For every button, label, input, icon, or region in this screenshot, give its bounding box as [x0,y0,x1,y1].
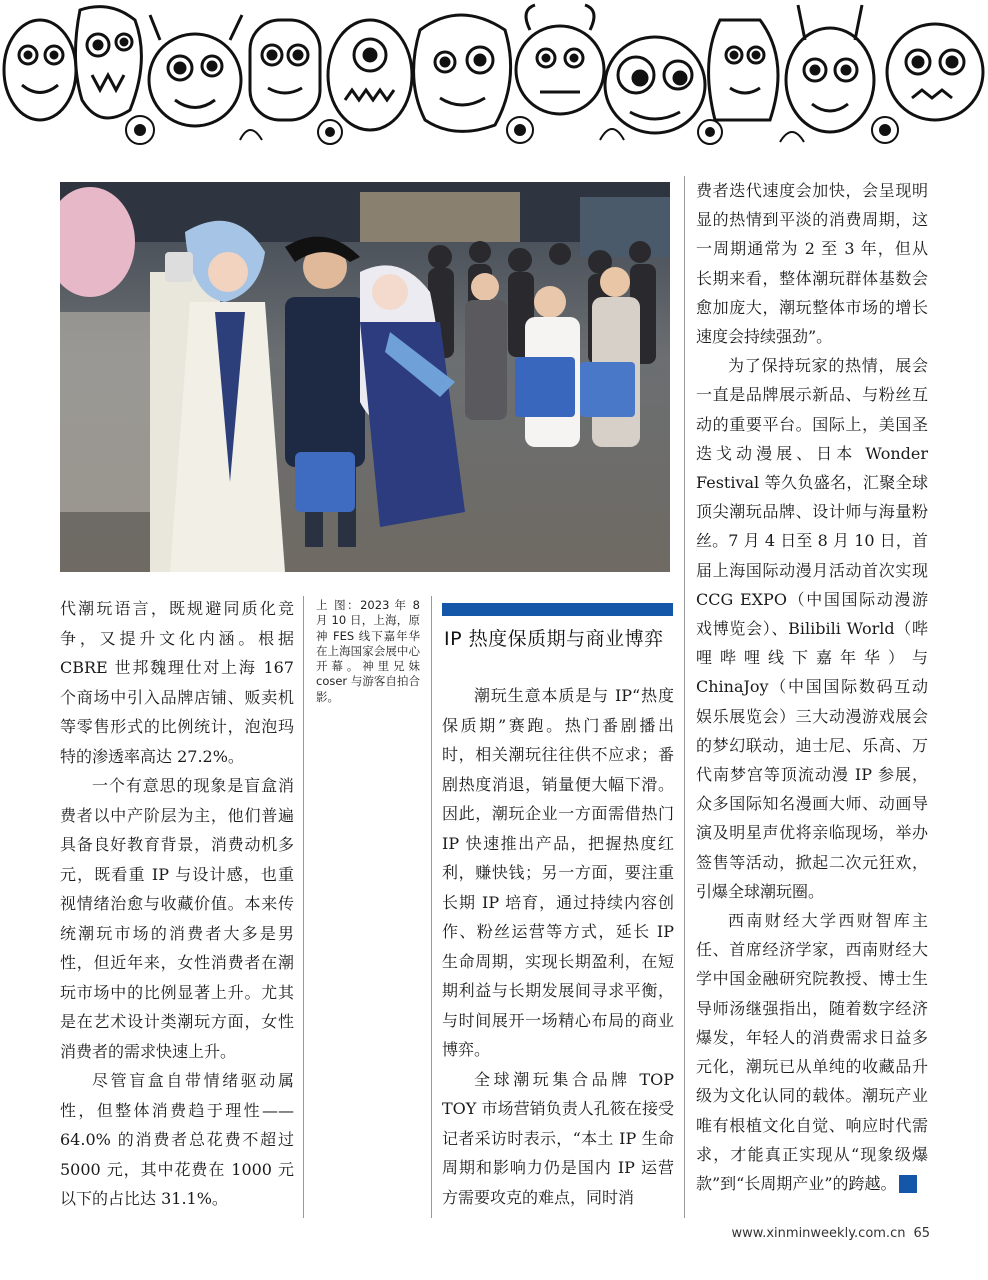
monster-10 [786,5,874,132]
monster-8 [605,37,705,133]
event-photo [60,182,670,572]
monster-6 [414,15,511,131]
article-column-3 [696,176,943,1198]
column-divider [303,596,304,1218]
monster-7 [516,5,604,114]
monster-3 [149,15,242,126]
article-column-2 [442,681,674,1212]
monster-4 [250,20,320,120]
paragraph: 代潮玩语言，既规避同质化竞争，又提升文化内涵。根据 CBRE 世邦魏理仕对上海 167 个商场中引入品牌店铺、贩卖机等零售形式的比例统计，泡泡玛特的渗透率高达 27.2%。 [60,599,294,766]
article-column-1 [60,594,294,1214]
column-divider [684,176,685,1218]
page-number: 65 [913,1226,930,1241]
section-heading: IP 热度保质期与商业博弈 [444,628,664,650]
monster-5 [328,20,412,130]
paragraph: 全球潮玩集合品牌 TOP TOY 市场营销负责人孔筱在接受记者采访时表示，“本土 IP 生命周期和影响力仍是国内 IP 运营方需要攻克的难点，同时消 [442,1069,674,1207]
photo-caption: 上 图：2023 年 8 月 10 日，上海，原神 FES 线下嘉年华在上海国家会展中心开幕。神里兄妹 coser 与游客自拍合影。 [316,598,420,704]
paragraph: 为了保持玩家的热情，展会一直是品牌展示新品、与粉丝互动的重要平台。国际上，美国圣迭戈动漫展、日本 Wonder Festival 等久负盛名，汇聚全球顶尖潮玩品牌、设计师与海量粉丝。7 月 4 日至 8 月 10 日，首届上海国际动漫月活动首次实现 CCG EXPO（中国国际动漫游戏博览会）、Bilibili World（哔哩哔哩线下嘉年华）与 ChinaJoy（中国国际数码互动娱乐展览会）三大动漫游戏展会的梦幻联动，迪士尼、乐高、万代南梦宫等顶流动漫 IP 参展，众多国际知名漫画大师、动画导演及明星声优将亲临现场，举办签售等活动，掀起二次元狂欢，引爆全球潮玩圈。 [696,356,928,901]
monster-11 [887,24,983,120]
monster-1 [4,20,76,120]
doodle-monster-banner [0,0,988,146]
paragraph: 尽管盲盒自带情绪驱动属性，但整体消费趋于理性——64.0% 的消费者总花费不超过 5000 元，其中花费在 1000 元以下的占比达 31.1%。 [60,1071,294,1208]
column-divider [431,596,432,1218]
paragraph: 潮玩生意本质是与 IP“热度保质期”赛跑。热门番剧播出时，相关潮玩往往供不应求；番剧热度消退，销量便大幅下滑。因此，潮玩企业一方面需借热门 IP 快速推出产品，把握热度红利，赚快钱；另一方面，要注重长期 IP 培育，通过持续内容创作、粉丝运营等方式，延长 IP 生命周期，实现长期盈利，在短期利益与长期发展间寻求平衡，与时间展开一场精心布局的商业博弈。 [442,686,674,1059]
monster-2 [75,7,141,118]
paragraph-final [696,906,943,1198]
paragraph-text: 西南财经大学西财智库主任、首席经济学家，西南财经大学中国金融研究院教授、博士生导师汤继强指出，随着数字经济爆发，年轻人的消费需求日益多元化，潮玩已从单纯的收藏品升级为文化认同的载体。潮玩产业唯有根植文化自觉、响应时代需求，才能真正实现从“现象级爆款”到“长周期产业”的跨越。 [696,911,928,1193]
paragraph: 费者迭代速度会加快，会呈现明显的热情到平淡的消费周期，这一周期通常为 2 至 3 年，但从长期来看，整体潮玩群体基数会愈加庞大，潮玩整体市场的增长速度会持续强劲”。 [696,181,928,347]
footer-url[interactable]: www.xinminweekly.com.cn [731,1226,906,1241]
section-heading-bar [442,603,673,616]
end-mark-icon: 民 [899,1175,917,1193]
page-footer [732,1226,930,1241]
monster-9 [709,20,778,120]
paragraph: 一个有意思的现象是盲盒消费者以中产阶层为主，他们普遍具备良好教育背景，消费动机多元，既看重 IP 与设计感，也重视情绪治愈与收藏价值。本来传统潮玩市场的消费者大多是男性，但近年来，女性消费者在潮玩市场中的比例显著上升。尤其是在艺术设计类潮玩方面，女性消费者的需求快速上升。 [60,776,294,1061]
